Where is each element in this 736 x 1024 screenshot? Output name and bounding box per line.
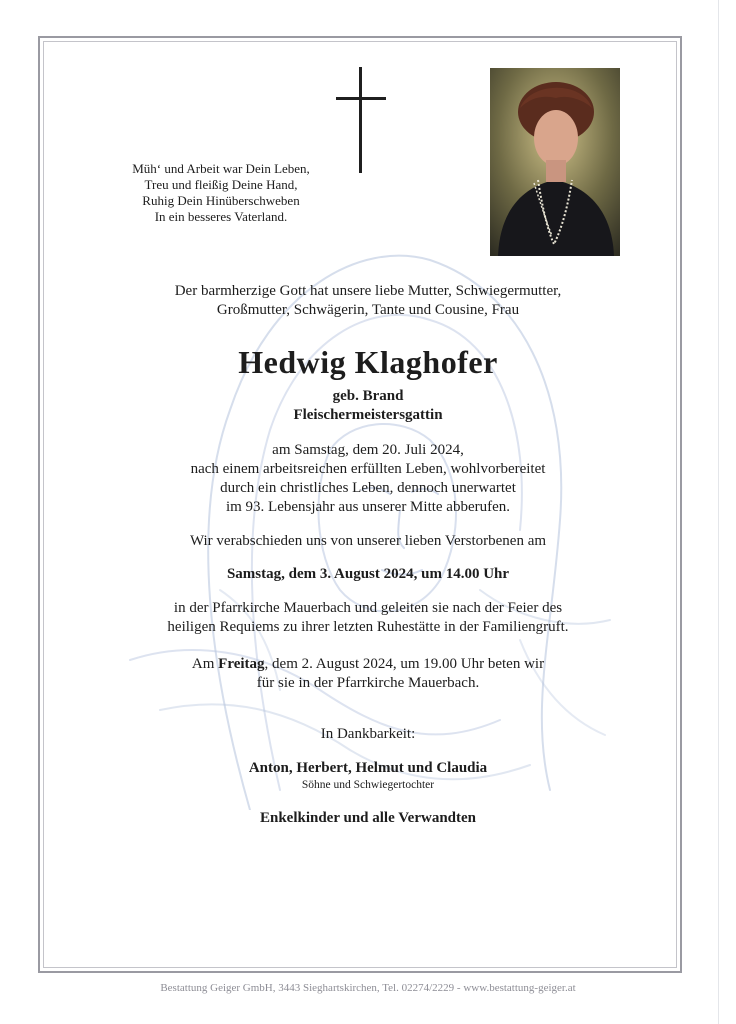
poem [96, 161, 346, 225]
church-line: in der Pfarrkirche Mauerbach und geleiten sie nach der Feier des [173, 600, 563, 616]
poem-line: Ruhig Dein Hinüberschweben [142, 193, 300, 208]
portrait-photo [490, 68, 620, 256]
poem-line: In ein besseres Vaterland. [154, 209, 288, 224]
maiden-name: geb. Brand [332, 388, 404, 404]
sons-note: Söhne und Schwiegertochter [301, 779, 435, 791]
occupation: Fleischermeistersgattin [293, 407, 443, 423]
prayer-line-2: für sie in der Pfarrkirche Mauerbach. [256, 675, 480, 691]
prayer-line: Am Freitag, dem 2. August 2024, um 19.00 Uhr beten wir [191, 656, 545, 672]
intro-line: Der barmherzige Gott hat unsere liebe Mutter, Schwiegermutter, [174, 283, 562, 299]
family-line: Enkelkinder und alle Verwandten [259, 810, 477, 826]
funeral-date: Samstag, dem 3. August 2024, um 14.00 Uhr [226, 566, 510, 582]
footer-undertaker: Bestattung Geiger GmbH, 3443 Sieghartskirchen, Tel. 02274/2229 - www.bestattung-geiger.at [160, 982, 576, 994]
death-line: am Samstag, dem 20. Juli 2024, [272, 442, 464, 458]
death-line: im 93. Lebensjahr aus unserer Mitte abberufen. [225, 499, 511, 515]
sons-names: Anton, Herbert, Helmut und Claudia [248, 760, 488, 776]
cross-icon [336, 67, 386, 173]
death-line: nach einem arbeitsreichen erfüllten Leben, wohlvorbereitet [190, 461, 546, 477]
poem-line: Treu und fleißig Deine Hand, [144, 177, 298, 192]
gratitude-label: In Dankbarkeit: [320, 726, 416, 742]
prayer-day: Freitag [218, 656, 265, 672]
death-line: durch ein christliches Leben, dennoch unerwartet [220, 480, 516, 496]
deceased-name: Hedwig Klaghofer [238, 344, 498, 380]
farewell-text: Wir verabschieden uns von unserer lieben Verstorbenen am [189, 533, 547, 549]
church-line: heiligen Requiems zu ihrer letzten Ruhestätte in der Familiengruft. [167, 619, 569, 635]
intro-line: Großmutter, Schwägerin, Tante und Cousine, Frau [216, 302, 520, 318]
poem-line: Müh‘ und Arbeit war Dein Leben, [132, 161, 310, 176]
